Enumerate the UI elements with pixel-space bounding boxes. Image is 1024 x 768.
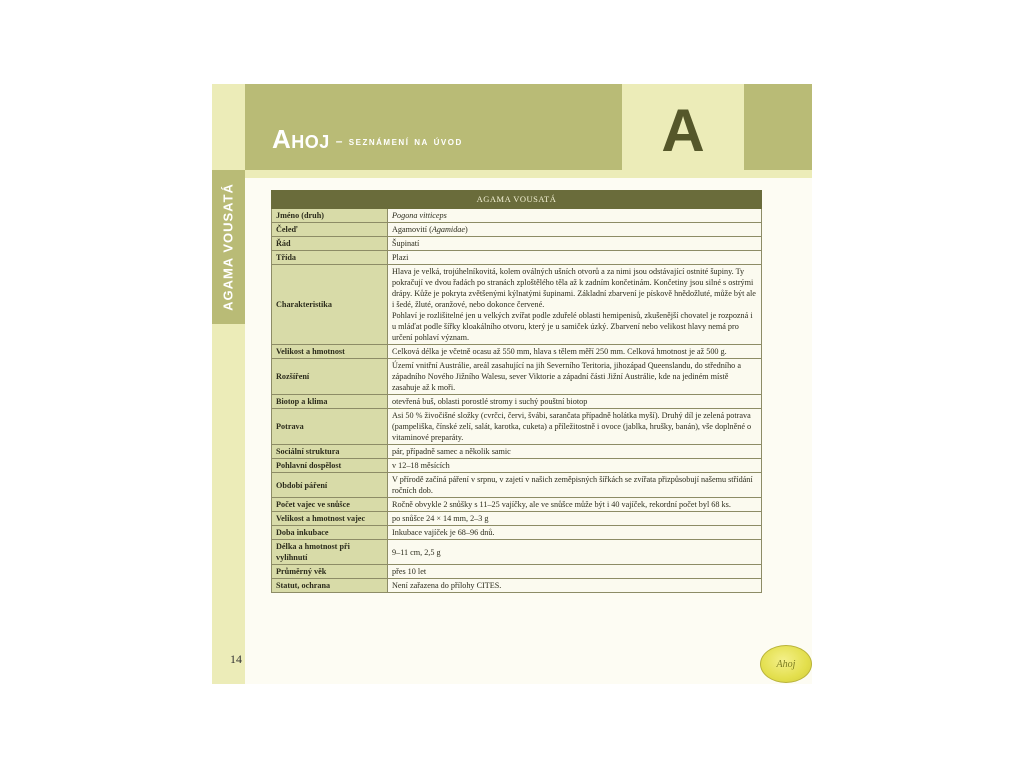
row-value [388, 265, 762, 345]
row-value: v 12–18 měsících [388, 459, 762, 473]
title-main: Ahoj [272, 124, 330, 154]
row-value: přes 10 let [388, 565, 762, 579]
row-value: Území vnitřní Austrálie, areál zasahující na jih Severního Teritoria, jihozápad Queenslandu, do středního a západního Nového Jižního Walesu, sever Viktorie a západní části Jižní Austrálie, kde na jediném místě zasahuje až k moři. [388, 359, 762, 395]
table-row [272, 579, 762, 593]
row-value: Inkubace vajíček je 68–96 dnů. [388, 526, 762, 540]
row-label: Biotop a klima [272, 395, 388, 409]
row-value: Celková délka je včetně ocasu až 550 mm, hlava s tělem měří 250 mm. Celková hmotnost je až 500 g. [388, 345, 762, 359]
table-row [272, 512, 762, 526]
row-value: pár, případně samec a několik samic [388, 445, 762, 459]
row-value-paragraph: Hlava je velká, trojúhelníkovitá, kolem oválných ušních otvorů a za nimi jsou odstávající ostnité šupiny. Ty pokračují ve dvou řadách po stranách zploštělého těla až k zadním končetinám. Končetiny jsou silné s ostrými drápy. Kůže je pokryta zvětšenými kýlnatými šupinami. Základní zbarvení je pískově hnědožluté, může být ale i šedé, žluté, oranžové, nebo dokonce červené. [392, 267, 756, 309]
logo-text: Ahoj [776, 658, 796, 670]
row-label: Průměrný věk [272, 565, 388, 579]
side-label: AGAMA VOUSATÁ [220, 183, 236, 311]
row-label: Rozšíření [272, 359, 388, 395]
row-value: 9–11 cm, 2,5 g [388, 540, 762, 565]
row-value: Není zařazena do přílohy CITES. [388, 579, 762, 593]
chapter-letter-box [622, 84, 744, 178]
row-value: otevřená buš, oblasti porostlé stromy i suchý pouštní biotop [388, 395, 762, 409]
table-row [272, 498, 762, 512]
row-label: Velikost a hmotnost [272, 345, 388, 359]
species-table-wrap [271, 190, 762, 593]
row-value: Plazi [388, 251, 762, 265]
species-table [271, 190, 762, 593]
row-label: Délka a hmotnost při vylíhnutí [272, 540, 388, 565]
row-value: Agamovití (Agamidae) [388, 223, 762, 237]
row-label: Pohlavní dospělost [272, 459, 388, 473]
publisher-logo [760, 645, 812, 683]
table-row [272, 459, 762, 473]
row-label: Statut, ochrana [272, 579, 388, 593]
row-label: Řád [272, 237, 388, 251]
table-row [272, 565, 762, 579]
page-title [272, 124, 463, 155]
row-value [388, 209, 762, 223]
row-label: Velikost a hmotnost vajec [272, 512, 388, 526]
row-label: Sociální struktura [272, 445, 388, 459]
table-row [272, 359, 762, 395]
page-number: 14 [230, 652, 242, 666]
row-label: Počet vajec ve snůšce [272, 498, 388, 512]
row-label: Čeleď [272, 223, 388, 237]
row-value-paragraph: Pohlaví je rozlišitelné jen u velkých zvířat podle zduřelé oblasti hemipenisů, zkušenější chovatel je rozpozná i u mláďat podle šířky kloakálního otvoru, který je u samiček úzký. Zbarvení nebo velikost hlavy nemá pro určení pohlaví význam. [392, 311, 753, 342]
row-label: Potrava [272, 409, 388, 445]
table-row [272, 409, 762, 445]
table-row [272, 251, 762, 265]
table-row [272, 237, 762, 251]
row-value-italic: Pogona vitticeps [392, 211, 447, 220]
table-caption: AGAMA VOUSATÁ [272, 191, 762, 209]
title-subtitle: – seznámení na úvod [335, 134, 463, 148]
table-row [272, 265, 762, 345]
row-value: po snůšce 24 × 14 mm, 2–3 g [388, 512, 762, 526]
table-row [272, 345, 762, 359]
row-label: Jméno (druh) [272, 209, 388, 223]
row-label: Třída [272, 251, 388, 265]
row-label: Období páření [272, 473, 388, 498]
table-row [272, 223, 762, 237]
row-value: Asi 50 % živočišné složky (cvrčci, červi, švábi, sarančata případně holátka myší). Druhý díl je zelená potrava (pampeliška, čínské zelí, salát, karotka, cuketa) a příležitostně i ovoce (jablka, hrušky, banán), vše doplněné o vitaminové preparáty. [388, 409, 762, 445]
table-row [272, 445, 762, 459]
row-label: Doba inkubace [272, 526, 388, 540]
table-row [272, 473, 762, 498]
table-row [272, 540, 762, 565]
table-row [272, 526, 762, 540]
row-value: V přírodě začíná páření v srpnu, v zajetí v našich zeměpisných šířkách se zvířata přizpůsobují našemu střídání ročních dob. [388, 473, 762, 498]
table-row [272, 395, 762, 409]
row-value-text: Agamovití [392, 225, 428, 234]
row-value-italic: Agamidae [431, 225, 466, 234]
table-row [272, 209, 762, 223]
chapter-letter: A [661, 97, 705, 164]
row-value: Šupinatí [388, 237, 762, 251]
row-value: Ročně obvykle 2 snůšky s 11–25 vajíčky, ale ve snůšce může být i 40 vajíček, rekordní počet byl 68 ks. [388, 498, 762, 512]
row-label: Charakteristika [272, 265, 388, 345]
